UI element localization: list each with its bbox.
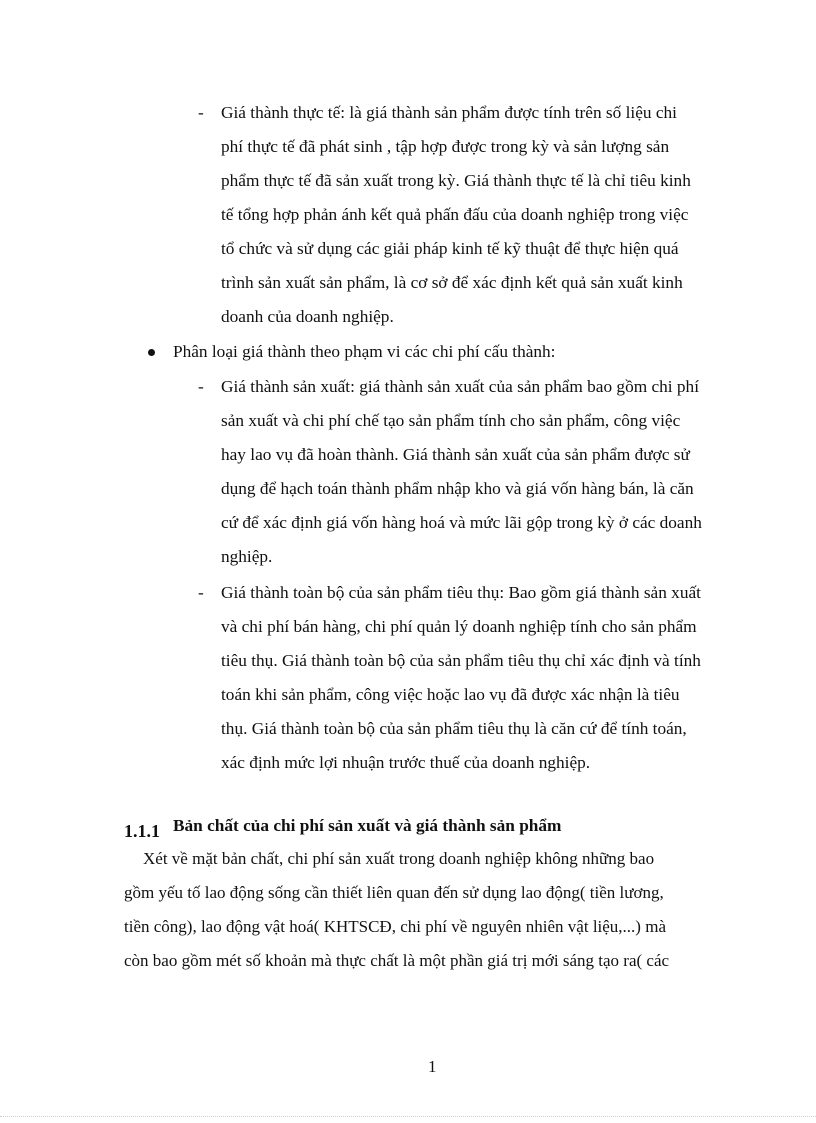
- text-line: tế tổng hợp phản ánh kết quả phấn đấu của doanh nghiệp trong việc: [221, 205, 689, 224]
- paragraph-line: còn bao gồm mét số khoản mà thực chất là một phần giá trị mới sáng tạo ra( các: [124, 951, 670, 970]
- text-line: sản xuất và chi phí chế tạo sản phẩm tính cho sản phẩm, công việc: [221, 411, 681, 430]
- text-line: doanh của doanh nghiệp.: [221, 307, 394, 326]
- text-line: nghiệp.: [221, 547, 273, 566]
- text-line: Giá thành sản xuất: giá thành sản xuất của sản phẩm bao gồm chi phí: [221, 377, 699, 396]
- paragraph-line: Xét về mặt bản chất, chi phí sản xuất trong doanh nghiệp không những bao: [143, 849, 655, 868]
- text-line: xác định mức lợi nhuận trước thuế của doanh nghiệp.: [221, 753, 591, 772]
- text-line: hay lao vụ đã hoàn thành. Giá thành sản xuất của sản phẩm được sử: [221, 445, 690, 464]
- text-line: Giá thành thực tế: là giá thành sản phẩm được tính trên số liệu chi: [221, 103, 677, 122]
- text-line: phí thực tế đã phát sinh , tập hợp được trong kỳ và sản lượng sản: [221, 137, 670, 156]
- text-line: thụ. Giá thành toàn bộ của sản phẩm tiêu thụ là căn cứ để tính toán,: [221, 719, 687, 738]
- dash-marker: -: [198, 583, 204, 602]
- text-line: tổ chức và sử dụng các giải pháp kinh tế kỹ thuật để thực hiện quá: [221, 239, 679, 258]
- bullet-icon: [148, 349, 155, 356]
- dash-marker: -: [198, 103, 204, 122]
- section-heading: Bản chất của chi phí sản xuất và giá thành sản phẩm: [173, 816, 562, 835]
- paragraph-line: gồm yếu tố lao động sống cần thiết liên quan đến sử dụng lao động( tiền lương,: [124, 883, 664, 902]
- text-line: toán khi sản phẩm, công việc hoặc lao vụ đã được xác nhận là tiêu: [221, 685, 680, 704]
- dash-marker: -: [198, 377, 204, 396]
- page-bottom-border: [0, 1116, 816, 1117]
- section-number: 1.1.1: [124, 821, 160, 841]
- bullet-text: Phân loại giá thành theo phạm vi các chi phí cấu thành:: [173, 342, 556, 361]
- text-line: và chi phí bán hàng, chi phí quản lý doanh nghiệp tính cho sản phẩm: [221, 617, 697, 636]
- page-number: 1: [428, 1057, 437, 1076]
- text-line: dụng để hạch toán thành phẩm nhập kho và giá vốn hàng bán, là căn: [221, 479, 694, 498]
- text-line: phẩm thực tế đã sản xuất trong kỳ. Giá thành thực tế là chỉ tiêu kinh: [221, 171, 691, 190]
- text-line: tiêu thụ. Giá thành toàn bộ của sản phẩm tiêu thụ chỉ xác định và tính: [221, 651, 701, 670]
- text-line: cứ để xác định giá vốn hàng hoá và mức lãi gộp trong kỳ ở các doanh: [221, 513, 702, 532]
- text-line: trình sản xuất sản phẩm, là cơ sở để xác định kết quả sản xuất kinh: [221, 273, 683, 292]
- text-line: Giá thành toàn bộ của sản phẩm tiêu thụ: Bao gồm giá thành sản xuất: [221, 583, 701, 602]
- paragraph-line: tiền công), lao động vật hoá( KHTSCĐ, chi phí về nguyên nhiên vật liệu,...) mà: [124, 917, 666, 936]
